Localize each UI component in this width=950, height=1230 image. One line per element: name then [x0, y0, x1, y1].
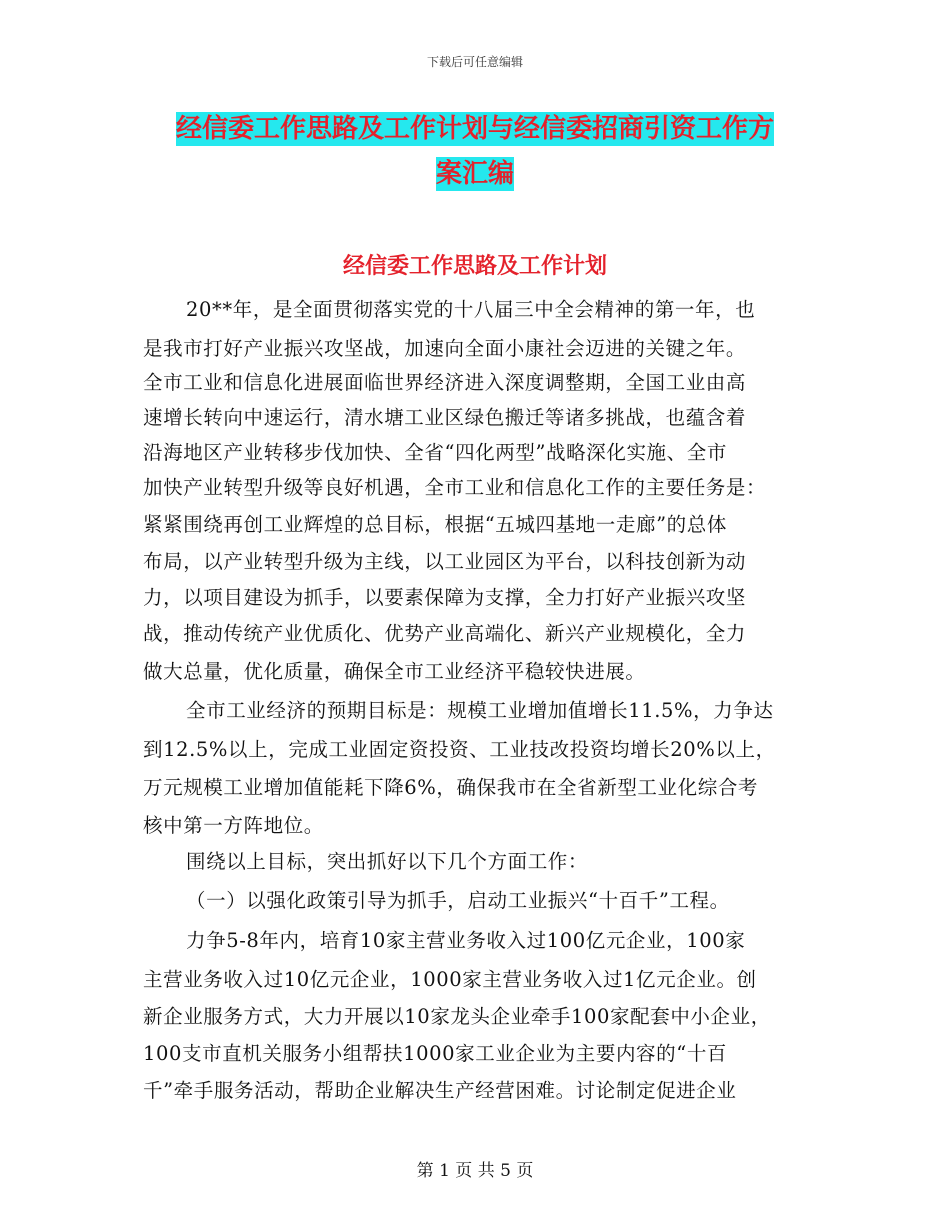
body-line: 加快产业转型升级等良好机遇，全市工业和信息化工作的主要任务是：: [143, 476, 767, 499]
body-line: 速增长转向中速运行，清水塘工业区绿色搬迁等诸多挑战，也蕴含着: [143, 406, 747, 429]
body-line: 100支市直机关服务小组帮扶1000家工业企业为主要内容的“十百: [143, 1042, 728, 1065]
body-line: 布局，以产业转型升级为主线，以工业园区为平台，以科技创新为动: [143, 550, 747, 573]
body-line: 新企业服务方式，大力开展以10家龙头企业牵手100家配套中小企业，: [143, 1005, 771, 1028]
main-title-line-2: 案汇编: [435, 159, 514, 189]
body-line: 围绕以上目标，突出抓好以下几个方面工作：: [186, 850, 589, 873]
body-line: 战，推动传统产业优质化、优势产业高端化、新兴产业规模化，全力: [143, 622, 747, 645]
body-line: 主营业务收入过10亿元企业，1000家主营业务收入过1亿元企业。创: [143, 968, 757, 991]
body-line: 是我市打好产业振兴攻坚战，加速向全面小康社会迈进的关键之年。: [143, 337, 747, 360]
header-note: 下载后可任意编辑: [426, 55, 523, 69]
body-line: 力，以项目建设为抓手，以要素保障为支撑，全力打好产业振兴攻坚: [143, 586, 747, 609]
body-line: 到12.5%以上，完成工业固定资投资、工业技改投资均增长20%以上，: [143, 738, 776, 761]
body-line: 做大总量，优化质量，确保全市工业经济平稳较快进展。: [143, 660, 646, 683]
section-title: 经信委工作思路及工作计划: [342, 253, 607, 279]
main-title-line-1: 经信委工作思路及工作计划与经信委招商引资工作方: [175, 114, 774, 144]
body-line: 万元规模工业增加值能耗下降6%，确保我市在全省新型工业化综合考: [143, 776, 759, 799]
body-line: 20**年，是全面贯彻落实党的十八届三中全会精神的第一年，也: [186, 298, 756, 321]
body-line: 沿海地区产业转移步伐加快、全省“四化两型”战略深化实施、全市: [143, 441, 727, 464]
page-footer: 第 1 页 共 5 页: [416, 1161, 534, 1181]
body-line: 全市工业和信息化进展面临世界经济进入深度调整期，全国工业由高: [143, 371, 747, 394]
body-line: 核中第一方阵地位。: [143, 814, 324, 837]
body-line: （一）以强化政策引导为抓手，启动工业振兴“十百千”工程。: [186, 889, 730, 912]
body-line: 力争5-8年内，培育10家主营业务收入过100亿元企业，100家: [186, 929, 746, 952]
body-line: 紧紧围绕再创工业辉煌的总目标，根据“五城四基地一走廊”的总体: [143, 513, 727, 536]
body-line: 千”牵手服务活动，帮助企业解决生产经营困难。讨论制定促进企业: [143, 1079, 737, 1102]
body-line: 全市工业经济的预期目标是：规模工业增加值增长11.5%，力争达: [186, 699, 774, 722]
